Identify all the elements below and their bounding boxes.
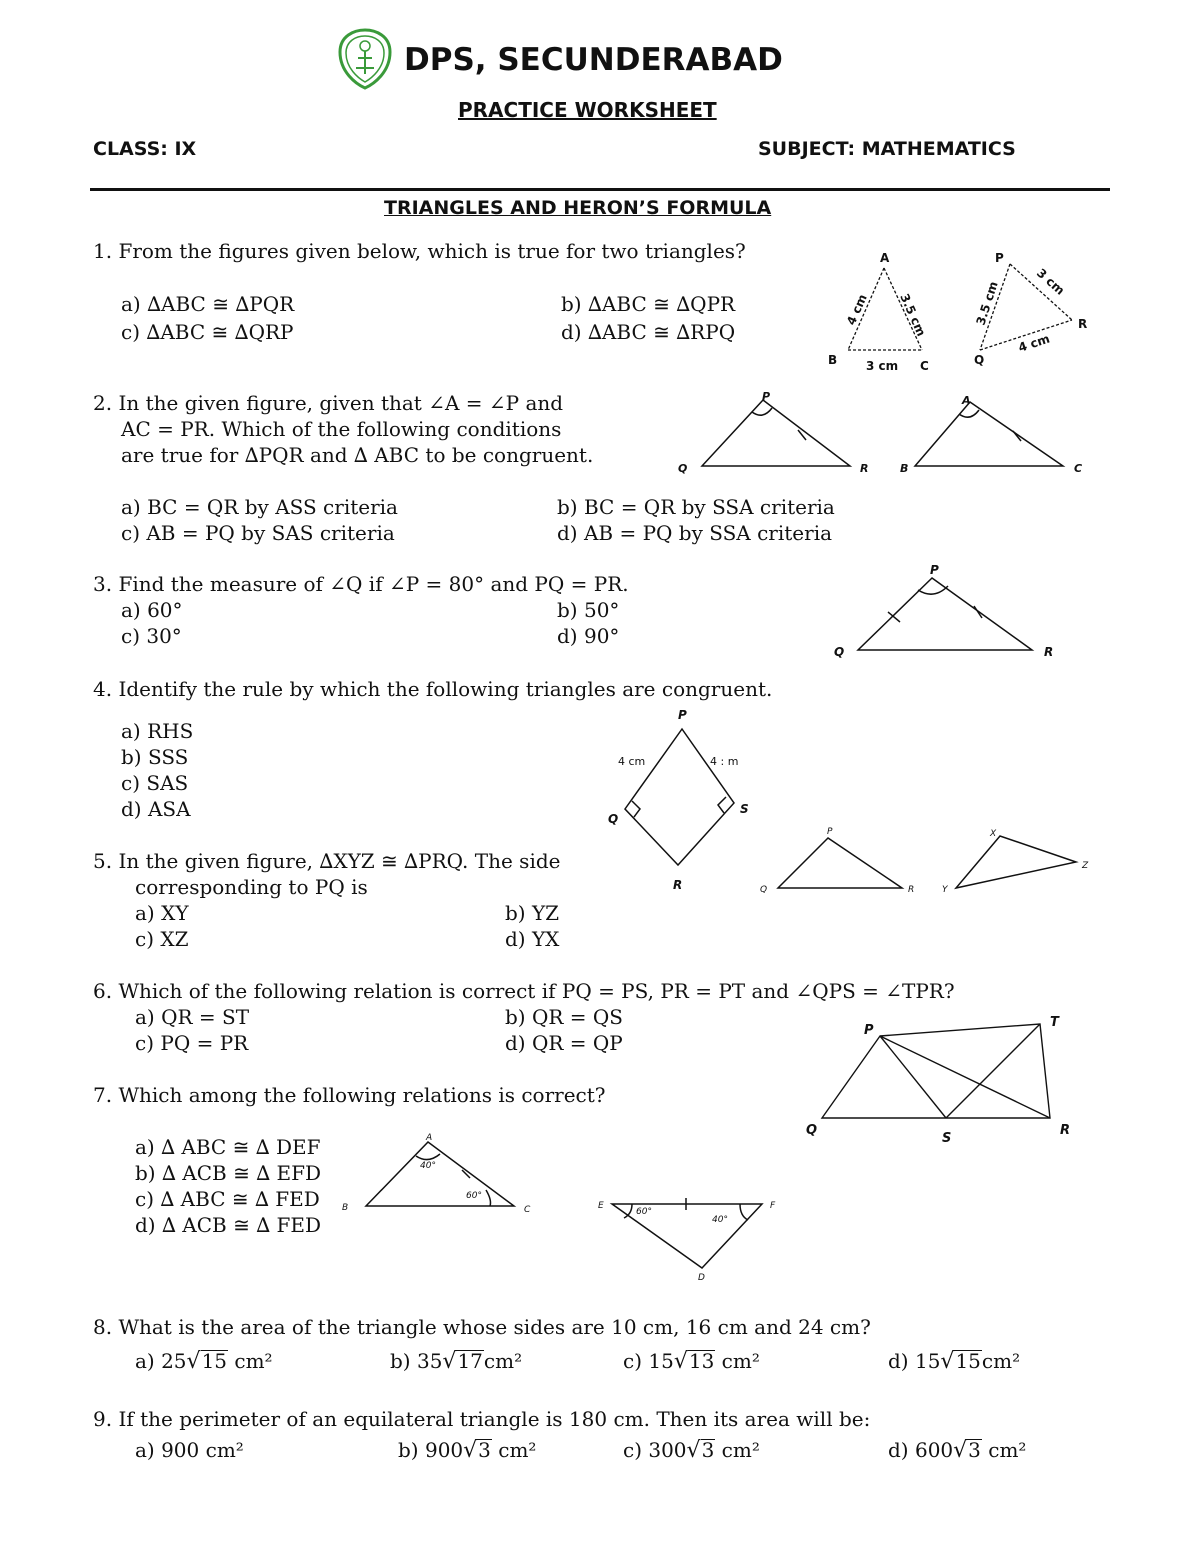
q4-option-d: d) ASA — [121, 797, 191, 821]
q6-label-S: S — [942, 1131, 952, 1146]
q6-option-c: c) PQ = PR — [135, 1031, 249, 1055]
question-3: 3. Find the measure of ∠Q if ∠P = 80° and PQ = PR. — [93, 572, 629, 596]
q2-label-A: A — [962, 394, 971, 407]
class-label: CLASS: IX — [93, 138, 197, 160]
q7-option-a: a) ∆ ABC ≅ ∆ DEF — [135, 1135, 321, 1159]
q9-d-prefix: d) 600 — [888, 1438, 954, 1462]
q5-label-Y: Y — [942, 885, 948, 895]
q9-b-prefix: b) 900 — [398, 1438, 464, 1462]
school-logo — [336, 28, 394, 90]
q5-label-Z: Z — [1082, 861, 1089, 871]
q7-label-angF: 40° — [712, 1215, 728, 1225]
sqrt-icon: √ — [686, 1438, 701, 1463]
question-5-line2: corresponding to PQ is — [135, 875, 368, 899]
q5-label-X: X — [990, 829, 997, 839]
question-2-line1: 2. In the given figure, given that ∠A = ∠P and — [93, 391, 564, 415]
q5-option-b: b) YZ — [505, 901, 560, 925]
q6-label-Q: Q — [806, 1123, 818, 1138]
q8-d-radicand: 15 — [955, 1349, 981, 1373]
question-2-line3: are true for ∆PQR and ∆ ABC to be congruent. — [121, 443, 594, 467]
q1-option-a: a) ∆ABC ≅ ∆PQR — [121, 292, 295, 316]
q2-option-b: b) BC = QR by SSA criteria — [557, 495, 835, 519]
q1-label-bc: 3 cm — [866, 359, 899, 373]
q4-label-pq: 4 cm — [618, 755, 646, 768]
q1-label-qr: 4 cm — [1016, 331, 1052, 355]
q8-c-prefix: c) 15 — [623, 1349, 674, 1373]
q6-figure — [800, 1010, 1090, 1150]
q2-option-a: a) BC = QR by ASS criteria — [121, 495, 398, 519]
q7-label-F: F — [770, 1201, 776, 1211]
worksheet-title: PRACTICE WORKSHEET — [458, 98, 717, 122]
q3-label-R: R — [1044, 645, 1054, 659]
q2-label-B: B — [900, 462, 909, 475]
header-divider — [90, 188, 1110, 191]
q9-d-radicand: 3 — [968, 1438, 981, 1462]
question-4: 4. Identify the rule by which the following triangles are congruent. — [93, 677, 773, 701]
q1-label-C: C — [920, 359, 929, 373]
q5-figure — [756, 824, 1096, 899]
q1-label-Q: Q — [974, 353, 985, 367]
question-9: 9. If the perimeter of an equilateral triangle is 180 cm. Then its area will be: — [93, 1407, 871, 1431]
q8-a-unit: cm² — [234, 1349, 273, 1373]
q9-b-radicand: 3 — [478, 1438, 491, 1462]
q9-option-d — [888, 1437, 1026, 1464]
q6-option-d: d) QR = QP — [505, 1031, 623, 1055]
q8-b-radicand: 17 — [457, 1349, 483, 1373]
q5-option-a: a) XY — [135, 901, 189, 925]
q1-option-d: d) ∆ABC ≅ ∆RPQ — [561, 320, 736, 344]
q7-label-angA: 40° — [420, 1161, 436, 1171]
q5-label-P: P — [827, 827, 833, 837]
q8-b-prefix: b) 35 — [390, 1349, 443, 1373]
q9-option-b — [398, 1437, 536, 1464]
q4-option-c: c) SAS — [121, 771, 189, 795]
q7-figure — [336, 1128, 796, 1283]
question-5-line1: 5. In the given figure, ∆XYZ ≅ ∆PRQ. The side — [93, 849, 561, 873]
q5-label-R: R — [908, 885, 915, 895]
q8-option-d — [888, 1348, 1020, 1375]
q4-figure — [600, 705, 760, 895]
q7-label-E: E — [598, 1201, 604, 1211]
q4-option-b: b) SSS — [121, 745, 189, 769]
question-8: 8. What is the area of the triangle whose sides are 10 cm, 16 cm and 24 cm? — [93, 1315, 871, 1339]
q8-b-unit: cm² — [483, 1349, 523, 1373]
q3-figure — [826, 560, 1066, 660]
subject-label: SUBJECT: MATHEMATICS — [758, 138, 1016, 160]
q6-label-T: T — [1050, 1015, 1059, 1030]
q8-d-prefix: d) 15 — [888, 1349, 941, 1373]
q2-label-P: P — [762, 390, 771, 403]
q7-label-A: A — [426, 1133, 433, 1143]
q2-label-Q: Q — [678, 462, 688, 475]
q1-label-ab: 4 cm — [843, 292, 870, 328]
q1-option-c: c) ∆ABC ≅ ∆QRP — [121, 320, 294, 344]
sqrt-icon: √ — [186, 1349, 201, 1374]
q8-c-unit: cm² — [721, 1349, 760, 1373]
question-2-line2: AC = PR. Which of the following conditions — [121, 417, 562, 441]
q3-label-P: P — [930, 563, 939, 577]
school-name: DPS, SECUNDERABAD — [404, 42, 783, 78]
q1-label-ac: 3.5 cm — [897, 291, 929, 339]
q7-option-d: d) ∆ ACB ≅ ∆ FED — [135, 1213, 322, 1237]
q1-label-pr: 3 cm — [1033, 265, 1068, 298]
question-7: 7. Which among the following relations is correct? — [93, 1083, 606, 1107]
q9-b-unit: cm² — [498, 1438, 537, 1462]
q1-figure — [820, 240, 1110, 380]
q3-option-d: d) 90° — [557, 624, 620, 648]
q8-option-c — [623, 1348, 760, 1375]
q7-label-angE: 60° — [636, 1207, 652, 1217]
q9-c-radicand: 3 — [701, 1438, 715, 1462]
question-1: 1. From the figures given below, which is true for two triangles? — [93, 239, 746, 263]
q1-label-pq: 3.5 cm — [973, 279, 1001, 327]
q5-label-Q: Q — [760, 885, 768, 895]
sqrt-icon: √ — [442, 1349, 457, 1374]
q8-c-radicand: 13 — [688, 1349, 715, 1373]
q7-option-b: b) ∆ ACB ≅ ∆ EFD — [135, 1161, 322, 1185]
q7-label-C: C — [524, 1205, 531, 1215]
chapter-title: TRIANGLES AND HERON’S FORMULA — [384, 197, 772, 219]
q1-label-P: P — [995, 251, 1004, 265]
q4-label-S: S — [740, 802, 749, 816]
q4-label-Q: Q — [608, 812, 619, 826]
q3-label-Q: Q — [834, 645, 845, 659]
q2-option-d: d) AB = PQ by SSA criteria — [557, 521, 833, 545]
q2-figure — [670, 390, 1090, 480]
question-6: 6. Which of the following relation is correct if PQ = PS, PR = PT and ∠QPS = ∠TPR? — [93, 979, 955, 1003]
q7-label-D: D — [698, 1273, 705, 1283]
q8-option-b — [390, 1348, 522, 1375]
q1-label-A: A — [880, 251, 890, 265]
q1-option-b: b) ∆ABC ≅ ∆QPR — [561, 292, 736, 316]
q4-label-R: R — [673, 878, 683, 892]
sqrt-icon: √ — [953, 1438, 968, 1463]
q8-a-prefix: a) 25 — [135, 1349, 187, 1373]
q7-label-angC: 60° — [466, 1191, 482, 1201]
q7-option-c: c) ∆ ABC ≅ ∆ FED — [135, 1187, 320, 1211]
q2-option-c: c) AB = PQ by SAS criteria — [121, 521, 395, 545]
q6-option-b: b) QR = QS — [505, 1005, 623, 1029]
q8-d-unit: cm² — [981, 1349, 1021, 1373]
q9-c-prefix: c) 300 — [623, 1438, 687, 1462]
q4-label-ps: 4 : m — [710, 755, 739, 768]
q9-c-unit: cm² — [721, 1438, 760, 1462]
q9-option-a: a) 900 cm² — [135, 1438, 244, 1462]
q5-option-c: c) XZ — [135, 927, 189, 951]
q7-label-B: B — [342, 1203, 349, 1213]
q6-label-R: R — [1060, 1123, 1071, 1138]
q6-label-P: P — [864, 1023, 874, 1038]
q3-option-b: b) 50° — [557, 598, 620, 622]
q5-option-d: d) YX — [505, 927, 560, 951]
sqrt-icon: √ — [463, 1438, 478, 1463]
q9-option-c — [623, 1437, 760, 1464]
q8-option-a — [135, 1348, 273, 1375]
sqrt-icon: √ — [940, 1349, 955, 1374]
q4-option-a: a) RHS — [121, 719, 194, 743]
q9-d-unit: cm² — [988, 1438, 1027, 1462]
q8-a-radicand: 15 — [201, 1349, 228, 1373]
q1-label-B: B — [828, 353, 838, 367]
q4-label-P: P — [678, 708, 687, 722]
q2-label-C: C — [1074, 462, 1083, 475]
sqrt-icon: √ — [673, 1349, 688, 1374]
q1-label-R: R — [1078, 317, 1088, 331]
q3-option-c: c) 30° — [121, 624, 182, 648]
q6-option-a: a) QR = ST — [135, 1005, 250, 1029]
q2-label-R: R — [860, 462, 869, 475]
q3-option-a: a) 60° — [121, 598, 183, 622]
